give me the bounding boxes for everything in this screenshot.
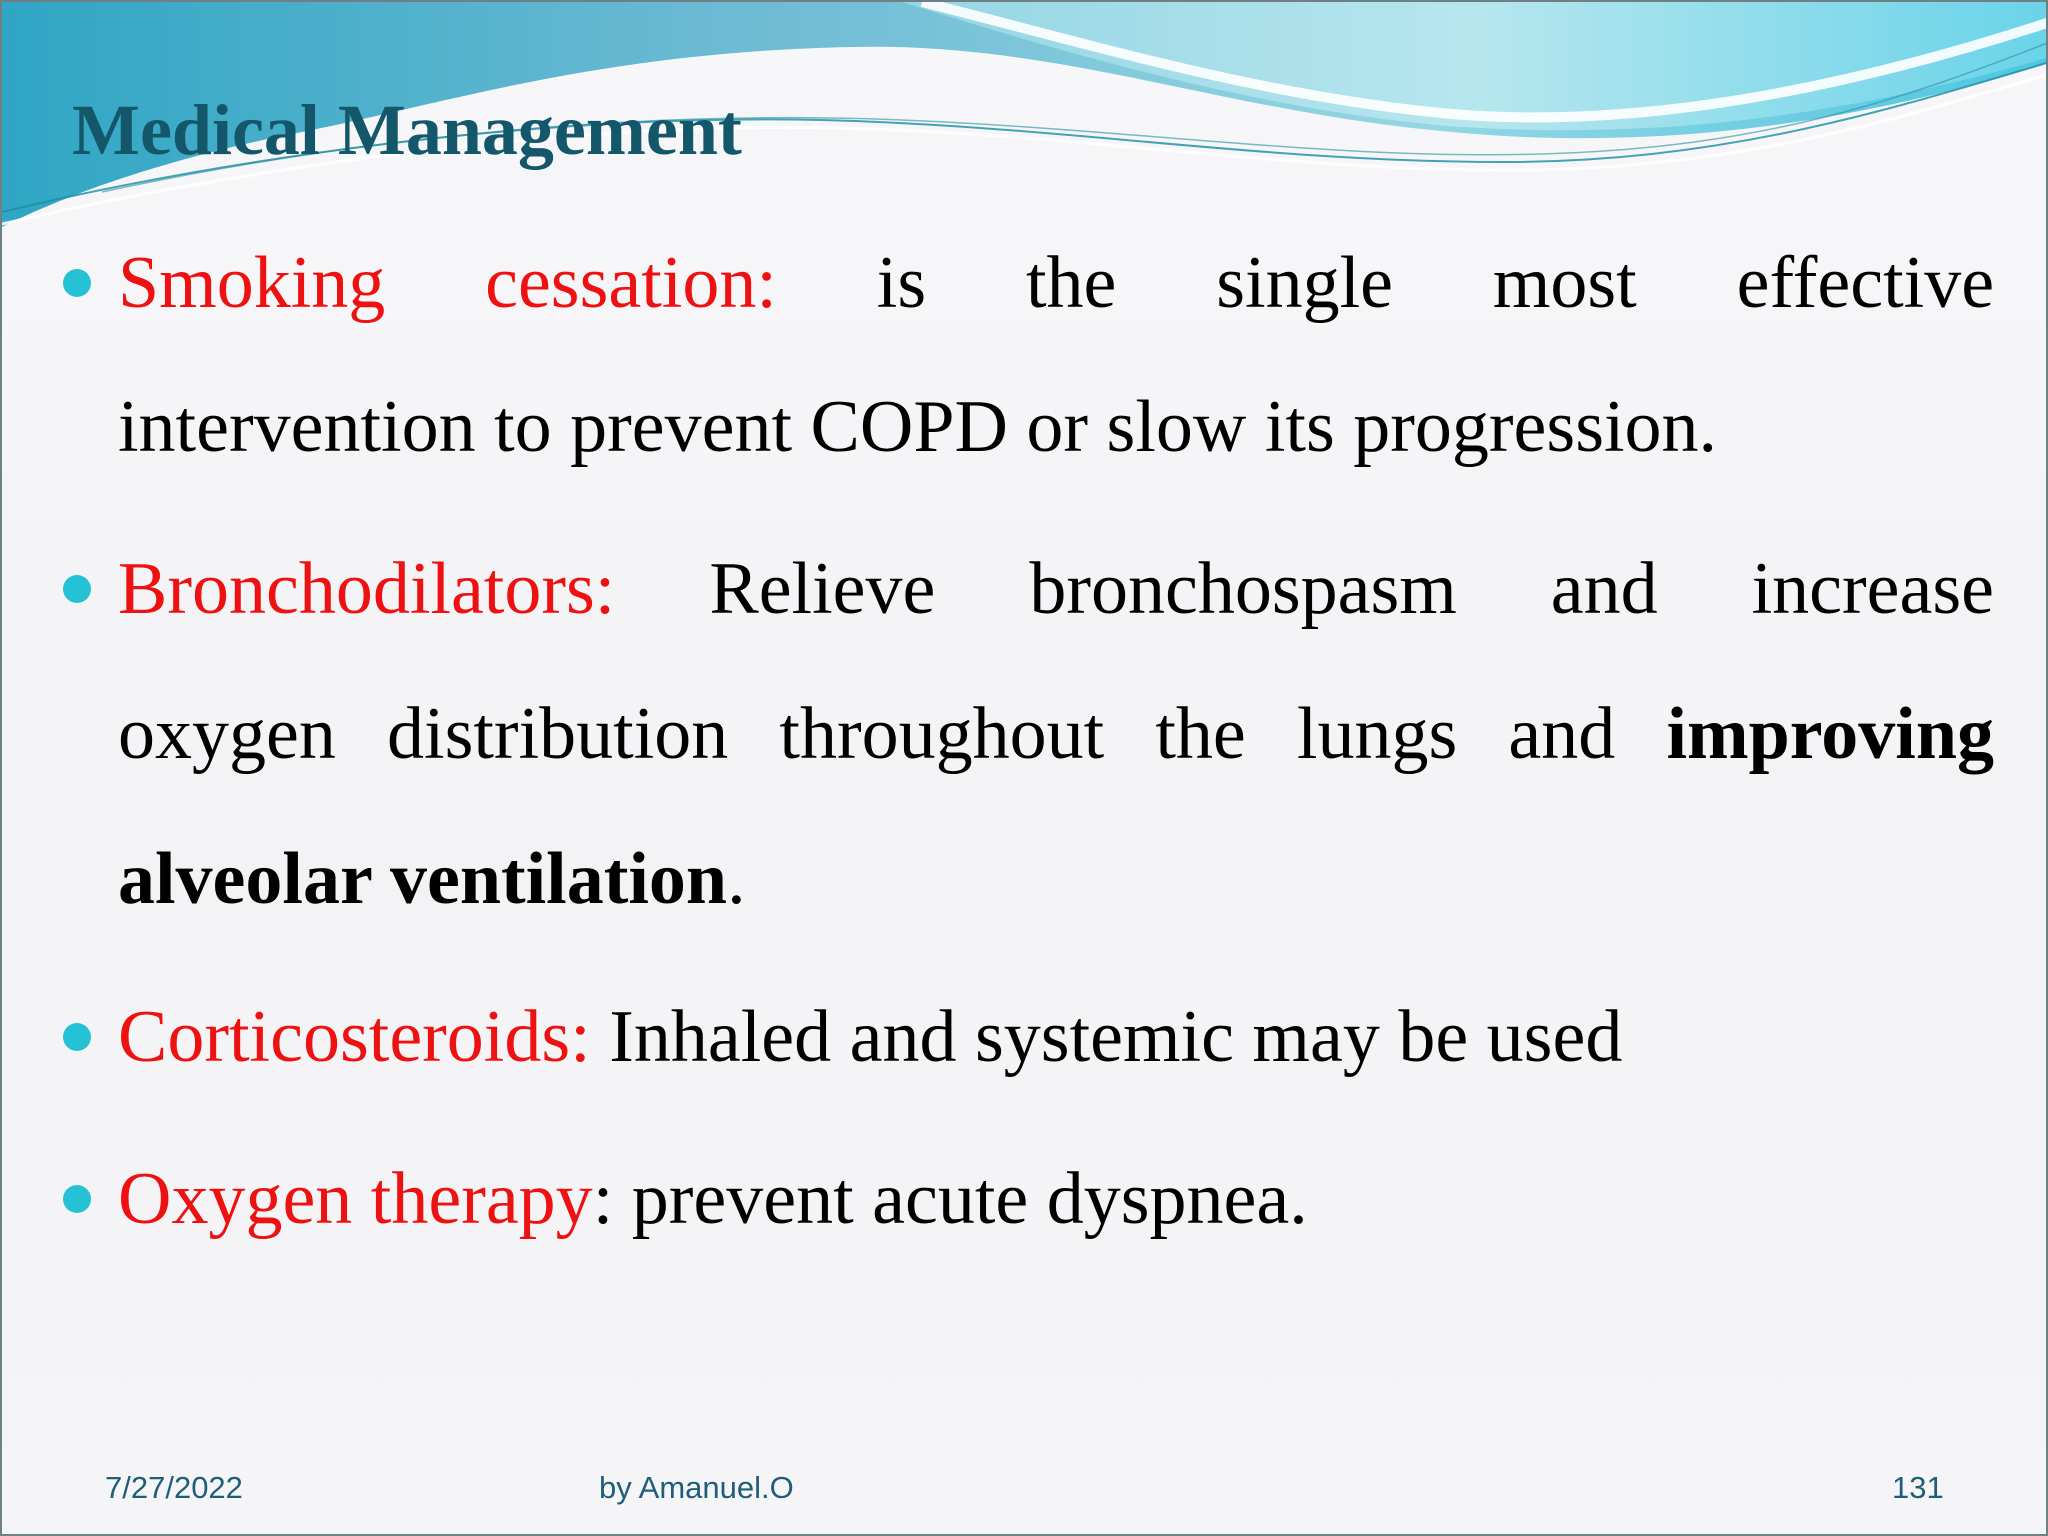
bullet-2-line-3: alveolar ventilation. [118, 838, 746, 920]
bullet-dot-icon [63, 575, 91, 603]
bullet-dot-icon [63, 1185, 91, 1213]
term-corticosteroids: Corticosteroids: [118, 996, 591, 1078]
term-oxygen-therapy: Oxygen therapy [118, 1158, 593, 1240]
bullet-bronchodilators [118, 548, 1995, 920]
bullet-4-line-1: Oxygen therapy: prevent acute dyspnea. [118, 1158, 1308, 1240]
footer-page-number: 131 [1892, 1470, 1944, 1505]
bullet-smoking-cessation [118, 242, 1995, 468]
footer-date: 7/27/2022 [105, 1470, 243, 1505]
slide-title: Medical Management [72, 90, 742, 170]
term-bronchodilators: Bronchodilators: [118, 548, 616, 630]
bullet-1-line-2: intervention to prevent COPD or slow its progression. [118, 386, 1718, 468]
bullet-oxygen-therapy [118, 1158, 1994, 1240]
bullet-1-line-1: Smoking cessation: is the single most effective [118, 242, 1995, 324]
term-smoking-cessation: Smoking cessation: [118, 242, 777, 324]
bullet-2-line-1: Bronchodilators: Relieve bronchospasm and increase [118, 548, 1995, 630]
bullet-dot-icon [63, 269, 91, 297]
bullet-corticosteroids [118, 996, 1994, 1078]
footer-author: by Amanuel.O [599, 1470, 794, 1505]
bullet-3-line-1: Corticosteroids: Inhaled and systemic may be used [118, 996, 1623, 1078]
bullet-dot-icon [63, 1023, 91, 1051]
bullet-2-line-2: oxygen distribution throughout the lungs and improving [118, 693, 1995, 775]
bullet-list [2, 2, 2048, 1536]
